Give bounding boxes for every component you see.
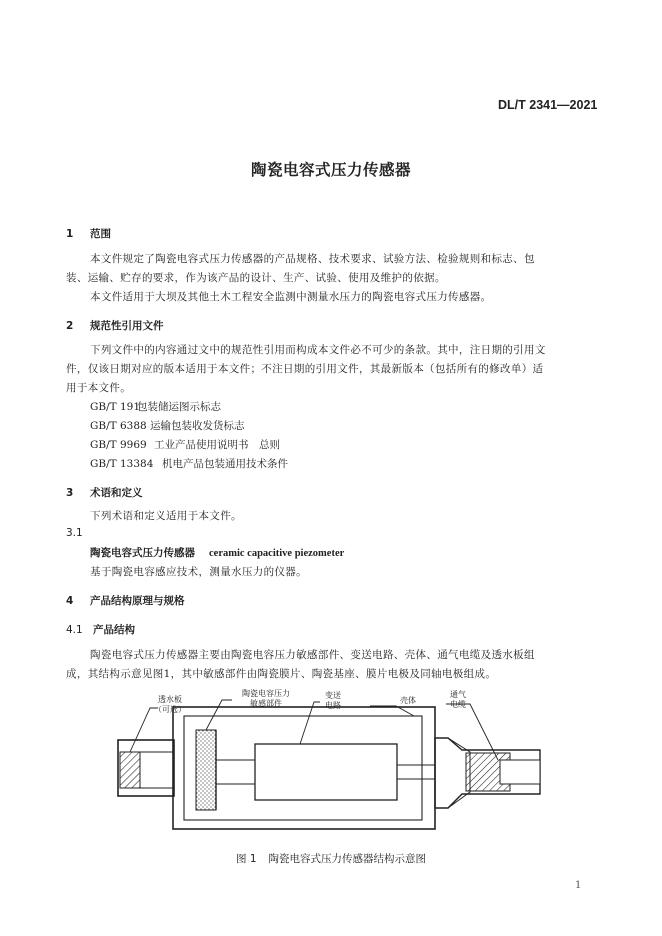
label-circuit-2: 电路 <box>325 701 341 710</box>
term-entry: 陶瓷电容式压力传感器 ceramic capacitive piezometer <box>90 547 345 559</box>
vented-cable <box>500 760 540 784</box>
section-2-para-line-2: 件，仅该日期对应的版本适用于本文件；不注日期的引用文件，其最新版本（包括所有的修改单）适 <box>66 363 544 375</box>
page-number: 1 <box>575 880 582 891</box>
reference-item: GB/T 9969 工业产品使用说明书 总则 <box>90 439 280 451</box>
section-1-para-1-line-1: 本文件规定了陶瓷电容式压力传感器的产品规格、技术要求、试验方法、检验规则和标志、包 <box>90 253 535 265</box>
section-1-heading: 1 范围 <box>66 228 111 240</box>
section-2-para-line-3: 用于本文件。 <box>66 382 132 394</box>
permeable-plate <box>120 752 140 788</box>
label-permeable-plate-optional: （可选） <box>154 705 186 714</box>
section-4-heading: 4 产品结构原理与规格 <box>66 595 185 607</box>
section-3-heading: 3 术语和定义 <box>66 487 143 499</box>
section-4-1-para-line-2: 成，其结构示意见图1，其中敏感部件由陶瓷膜片、陶瓷基座、膜片电极及同轴电极组成。 <box>66 668 497 680</box>
transmitter-circuit <box>255 744 397 800</box>
label-shell: 壳体 <box>400 696 416 705</box>
reference-item: GB/T 191包装储运图示标志 <box>90 401 221 413</box>
section-2-para-line-1: 下列文件中的内容通过文中的规范性引用而构成本文件必不可少的条款。其中，注日期的引用文 <box>90 344 546 356</box>
term-number: 3.1 <box>66 527 83 539</box>
label-permeable-plate: 透水板 <box>158 695 182 704</box>
section-1-para-2: 本文件适用于大坝及其他土木工程安全监测中测量水压力的陶瓷电容式压力传感器。 <box>90 291 492 303</box>
section-2-heading: 2 规范性引用文件 <box>66 320 164 332</box>
section-1-para-1-line-2: 装、运输、贮存的要求，作为该产品的设计、生产、试验、使用及维护的依据。 <box>66 272 446 284</box>
figure-caption: 图 1 陶瓷电容式压力传感器结构示意图 <box>235 853 427 865</box>
label-sensing-element: 陶瓷电容压力 <box>242 689 290 698</box>
standard-number: DL/T 2341—2021 <box>498 98 598 112</box>
section-3-intro: 下列术语和定义适用于本文件。 <box>90 510 242 522</box>
document-title: 陶瓷电容式压力传感器 <box>250 161 411 179</box>
section-4-1-heading: 4.1 产品结构 <box>66 624 135 636</box>
label-cable: 通气 <box>450 690 466 699</box>
label-cable-2: 电缆 <box>450 700 466 709</box>
reference-item: GB/T 13384 机电产品包装通用技术条件 <box>90 458 288 470</box>
sensing-element <box>196 730 216 810</box>
label-sensing-element-2: 敏感部件 <box>250 699 282 708</box>
section-4-1-para-line-1: 陶瓷电容式压力传感器主要由陶瓷电容压力敏感部件、变送电路、壳体、通气电缆及透水板组 <box>90 649 535 661</box>
label-circuit: 变送 <box>325 691 341 700</box>
reference-item: GB/T 6388 运输包装收发货标志 <box>90 420 245 432</box>
term-definition: 基于陶瓷电容感应技术，测量水压力的仪器。 <box>90 566 307 578</box>
